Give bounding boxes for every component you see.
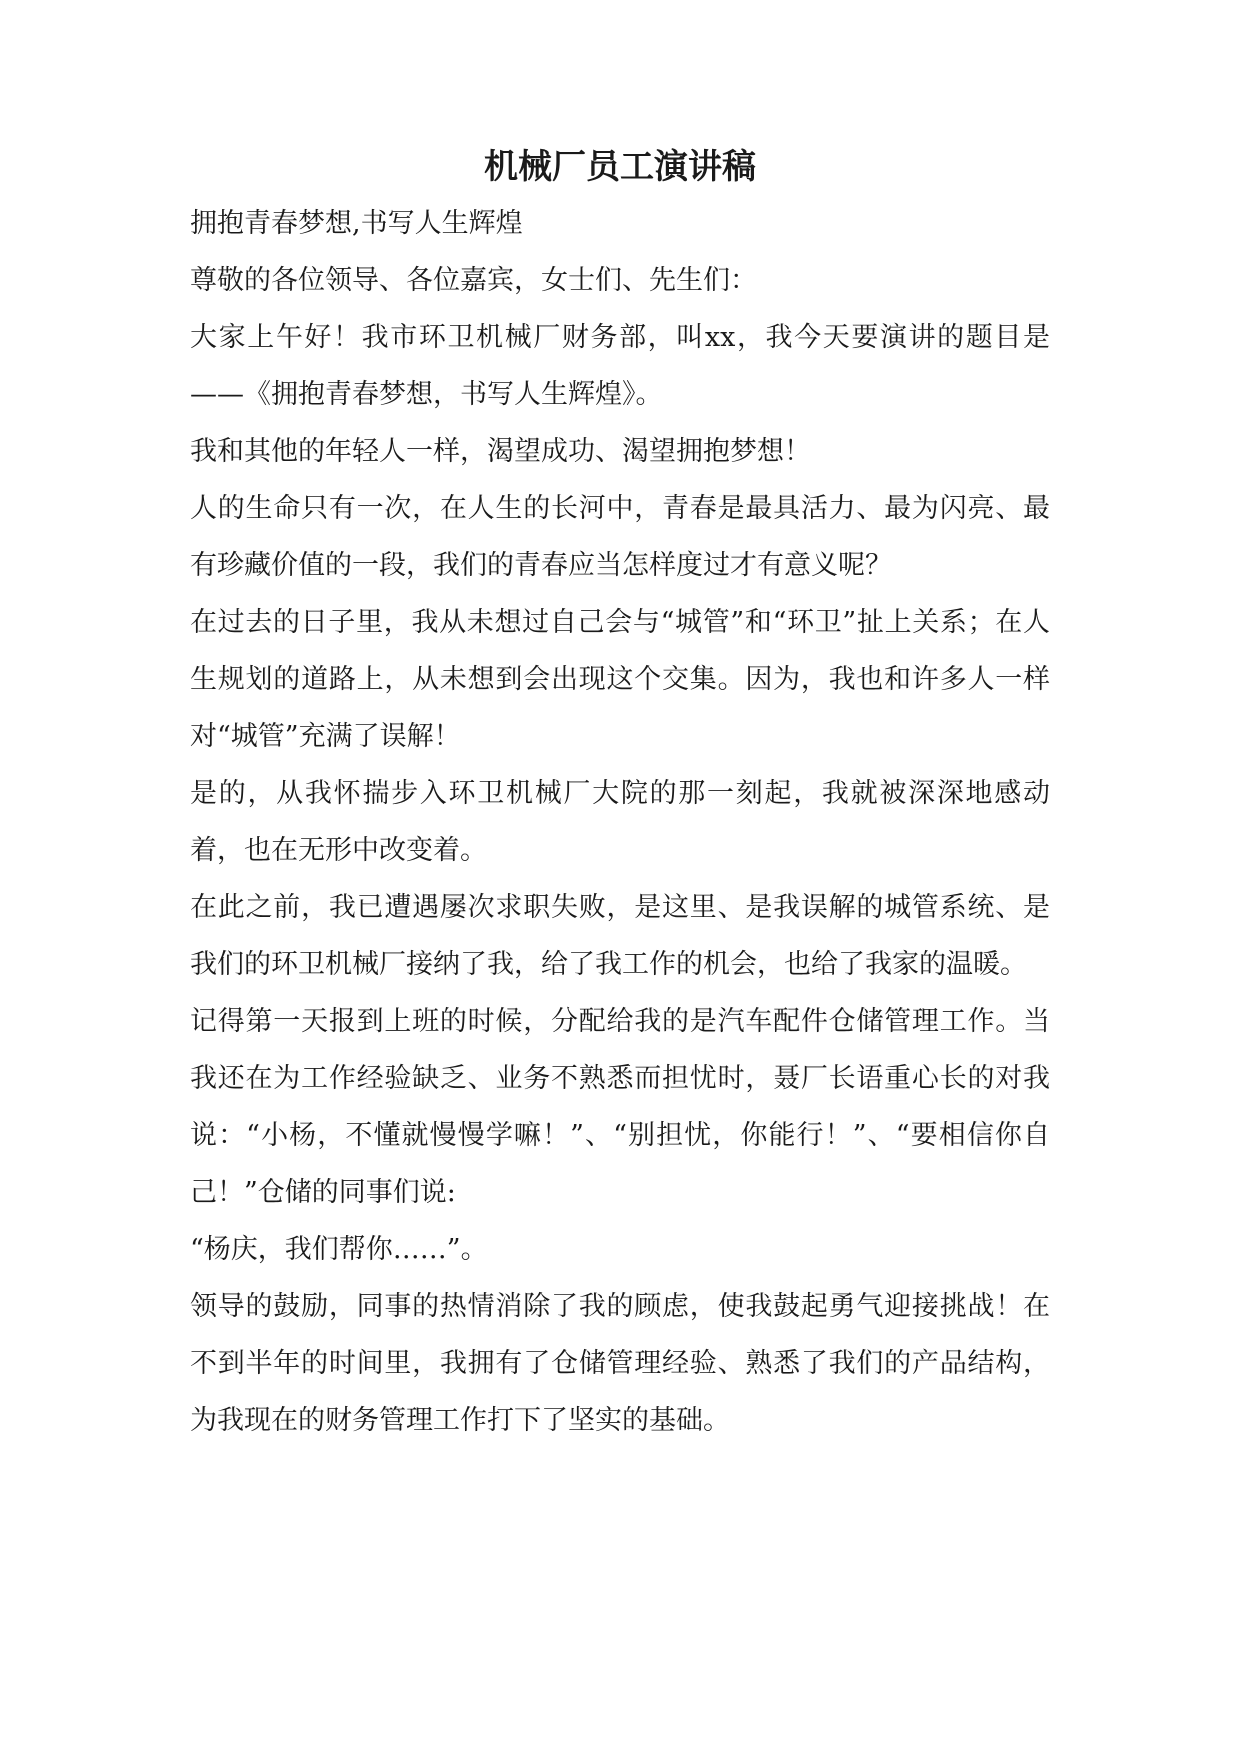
document-title: 机械厂员工演讲稿 xyxy=(484,147,756,187)
paragraph-salutation: 尊敬的各位领导、各位嘉宾，女士们、先生们： xyxy=(190,265,757,296)
paragraph: “杨庆，我们帮你……”。 xyxy=(190,1234,488,1265)
paragraph: 领导的鼓励，同事的热情消除了我的顾虑，使我鼓起勇气迎接挑战！在不到半年的时间里，我拥有了仓储管理经验、熟悉了我们的产品结构，为我现在的财务管理工作打下了坚实的基础。 xyxy=(190,1291,1050,1436)
paragraph: 我和其他的年轻人一样，渴望成功、渴望拥抱梦想！ xyxy=(190,436,811,467)
paragraph: 是的，从我怀揣步入环卫机械厂大院的那一刻起，我就被深深地感动着，也在无形中改变着。 xyxy=(190,778,1050,866)
paragraph: 记得第一天报到上班的时候，分配给我的是汽车配件仓储管理工作。当我还在为工作经验缺乏、业务不熟悉而担忧时，聂厂长语重心长的对我说：“小杨，不懂就慢慢学嘛！”、“别担忧，你能行！”、“要相信你自己！”仓储的同事们说: xyxy=(190,1006,1050,1208)
document-body xyxy=(190,145,1050,1449)
paragraph-subtitle: 拥抱青春梦想,书写人生辉煌 xyxy=(190,208,523,239)
paragraph: 在此之前，我已遭遇屡次求职失败，是这里、是我误解的城管系统、是我们的环卫机械厂接纳了我，给了我工作的机会，也给了我家的温暖。 xyxy=(190,892,1050,980)
paragraph: 大家上午好！我市环卫机械厂财务部，叫xx，我今天要演讲的题目是——《拥抱青春梦想，书写人生辉煌》。 xyxy=(190,322,1050,410)
paragraph: 在过去的日子里，我从未想过自己会与“城管”和“环卫”扯上关系；在人生规划的道路上，从未想到会出现这个交集。因为，我也和许多人一样对“城管”充满了误解！ xyxy=(190,607,1050,752)
paragraph: 人的生命只有一次，在人生的长河中，青春是最具活力、最为闪亮、最有珍藏价值的一段，我们的青春应当怎样度过才有意义呢？ xyxy=(190,493,1050,581)
